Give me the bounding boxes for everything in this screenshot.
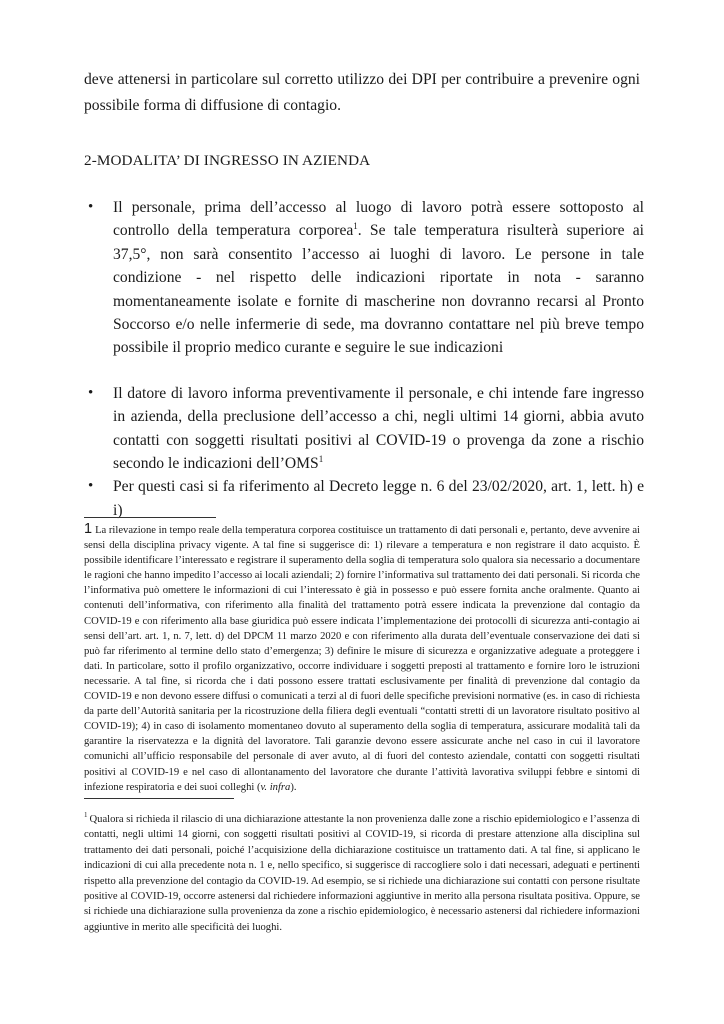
bullet-list [84,196,644,522]
bullet-item-decree-reference [84,475,644,522]
footnote-number: 1 [84,811,88,820]
bullet-dot-icon: • [88,384,94,401]
footnote-1 [84,522,640,795]
footnote-reference: 1 [353,221,358,232]
bullet-dot-icon: • [88,478,94,495]
bullet-item-access-preclusion [84,382,644,476]
footnote-reference: 1 [318,453,324,464]
footnote-separator [84,517,216,518]
footnote-separator-2 [84,798,234,799]
footnote-text: La rilevazione in tempo reale della temperatura corporea costituisce un trattamento di dati personali e, pertanto, deve avvenire ai sensi della disciplina privacy vigente. A tal fine si suggerisce di: 1) rilevare a temperatura e non registrare il dato acquisto. È possibile identificare l’interessato e registrare il superamento della soglia di temperatura solo qualora sia necessario a documentare le ragioni che hanno impedito l’accesso ai locali aziendali; 2) fornire l’informativa sul trattamento dei dati personali. Si ricorda che l’informativa può omettere le informazioni di cui l’interessato è già in possesso e può essere fornita anche oralmente. Quanto ai contenuti dell’informativa, con riferimento alla finalità del trattamento potrà essere indicata la prevenzione dal contagio da COVID-19 e con riferimento alla base giuridica può essere indicata l’implementazione dei protocolli di sicurezza anti-contagio ai sensi dell’art. art. 1, n. 7, lett. d) del DPCM 11 marzo 2020 e con riferimento alla durata dell’eventuale conservazione dei dati si può far riferimento al termine dello stato d’emergenza; 3) definire le misure di sicurezza e organizzative adeguate a proteggere i dati. In particolare, sotto il profilo organizzativo, occorre individuare i soggetti preposti al trattamento e fornire loro le istruzioni necessarie. A tal fine, si ricorda che i dati possono essere trattati esclusivamente per finalità di prevenzione dal contagio da COVID-19 e non devono essere diffusi o comunicati a terzi al di fuori delle specifiche previsioni normative (es. in caso di richiesta da parte dell’Autorità sanitaria per la ricostruzione della filiera degli eventuali “contatti stretti di un lavoratore risultato positivo al COVID-19); 4) in caso di isolamento momentaneo dovuto al superamento della soglia di temperatura, assicurare modalità tali da garantire la riservatezza e la dignità del lavoratore. Tali garanzie devono essere assicurate anche nel caso in cui il lavoratore comunichi all’ufficio responsabile del personale di aver avuto, al di fuori del contesto aziendale, contatti con soggetti risultati positivi al COVID-19 e nel caso di allontanamento del lavoratore che durante l’attività lavorativa sviluppi febbre e sintomi di infezione respiratoria e dei suoi colleghi ( [84,525,640,793]
bullet-text-continued: . Se tale temperatura risulterà superiore ai 37,5°, non sarà consentito l’accesso ai luoghi di lavoro. Le persone in tale condizione - nel rispetto delle indicazioni riportate in nota - saranno momentaneamente isolate e fornite di mascherine non dovranno recarsi al Pronto Soccorso e/o nelle infermerie di sede, ma dovranno contattare nel più breve tempo possibile il proprio medico curante e seguire le sue indicazioni [113,222,644,357]
bullet-text: Per questi casi si fa riferimento al Decreto legge n. 6 del 23/02/2020, art. 1, lett. h) e i) [113,478,644,519]
bullet-item-temperature-check [84,196,644,360]
bullet-dot-icon: • [88,199,94,215]
footnote-2 [84,812,640,935]
intro-paragraph: deve attenersi in particolare sul corretto utilizzo dei DPI per contribuire a prevenire ogni possibile forma di diffusione di contagio. [84,71,640,114]
footnote-text-end: ). [290,781,297,793]
footnote-italic-text: v. infra [260,781,291,793]
footnote-number: 1 [84,521,93,537]
footnote-text: Qualora si richieda il rilascio di una dichiarazione attestante la non provenienza dalle zone a rischio epidemiologico e l’assenza di contatti, negli ultimi 14 giorni, con soggetti risultati positivi al COVID-19, si ricorda di prestare attenzione alla disciplina sul trattamento dei dati personali, poiché l’acquisizione della dichiarazione costituisce un trattamento dati. A tal fine, si applicano le indicazioni di cui alla precedente nota n. 1 e, nello specifico, si suggerisce di raccogliere solo i dati necessari, adeguati e pertinenti rispetto alla prevenzione del contagio da COVID-19. Ad esempio, se si richiede una dichiarazione sui contatti con persone risultate positive al COVID-19, occorre astenersi dal richiedere informazioni aggiuntive in merito alla persona risultata positiva. Oppure, se si richiede una dichiarazione sulla provenienza da zone a rischio epidemiologico, è necessario astenersi dal richiedere informazioni aggiuntive in merito alle specificità dei luoghi. [84,814,640,933]
bullet-text: Il datore di lavoro informa preventivamente il personale, e chi intende fare ingresso in azienda, della preclusione dell’accesso a chi, negli ultimi 14 giorni, abbia avuto contatti con soggetti risultati positivi al COVID-19 o provenga da zone a rischio secondo le indicazioni dell’OMS [113,384,644,473]
section-heading: 2-MODALITA’ DI INGRESSO IN AZIENDA [84,152,371,169]
bullet-text: Il personale, prima dell’accesso al luogo di lavoro potrà essere sottoposto al controllo della temperatura corporea [113,199,644,240]
